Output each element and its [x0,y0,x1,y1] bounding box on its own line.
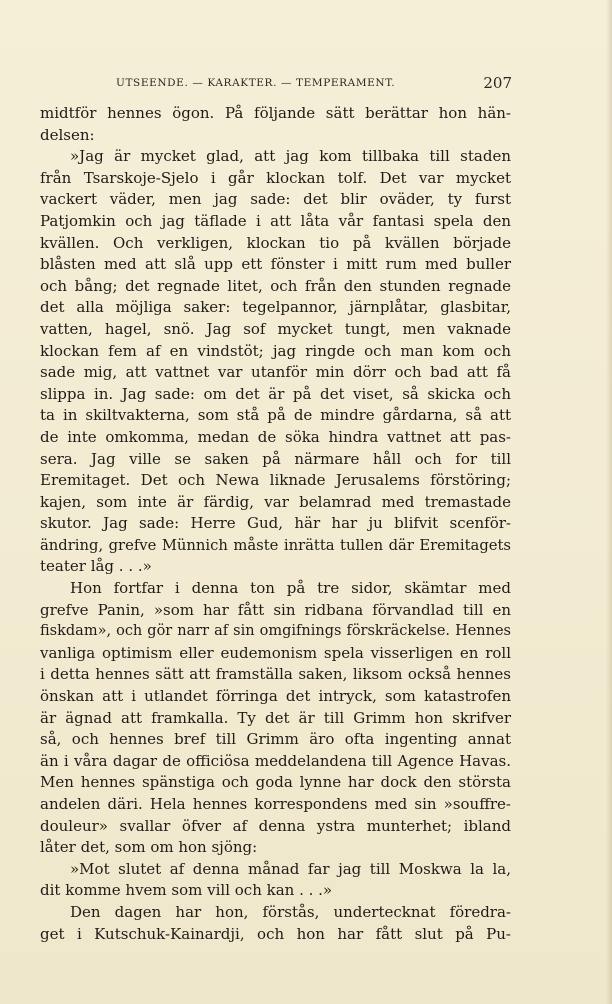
text-line: Hon fortfar i denna ton på tre sidor, skämtar med [70,579,511,598]
page-number: 207 [483,74,512,92]
text-line: fiskdam», och gör narr af sin omgifnings förskräckelse. Hennes [40,623,511,640]
text-line: ta in skiltvakterna, som stå på de mindre gårdarna, så att [40,406,511,425]
text-line: Patjomkin och jag täflade i att låta vår fantasi spela den [40,211,511,230]
text-line: sade mig, att vattnet var utanför min dörr och bad att få [40,363,511,382]
text-line: kajen, som inte är färdig, var belamrad med tremastade [40,492,511,511]
text-line: och bång; det regnade litet, och från den stunden regnade [40,276,511,295]
text-line: låter det, som om hon sjöng: [40,838,258,857]
text-line: dit komme hvem som vill och kan . . .» [40,881,333,900]
text-line: midtför hennes ögon. På följande sätt berättar hon hän- [40,104,511,122]
text-line: delsen: [40,125,95,144]
text-line: i detta hennes sätt att framställa saken, liksom också hennes [40,665,511,684]
text-line: blåsten med att slå upp ett fönster i mitt rum med buller [40,255,511,274]
text-line: vackert väder, men jag sade: det blir oväder, ty furst [40,190,511,209]
page-header [116,74,512,94]
text-line: Eremitaget. Det och Newa liknade Jerusalems förstöring; [40,471,511,490]
text-line: »Jag är mycket glad, att jag kom tillbaka till staden [70,147,511,166]
text-line: Men hennes spänstiga och goda lynne har dock den största [40,773,511,792]
text-line: klockan fem af en vindstöt; jag ringde och man kom och [40,341,511,360]
text-line: önskan att i utlandet förringa det intryck, som katastrofen [40,687,511,706]
text-line: douleur» svallar öfver af denna ystra munterhet; ibland [40,816,511,835]
text-line: »Mot slutet af denna månad far jag till Moskwa la la, [70,859,511,878]
text-line: de inte omkomma, medan de söka hindra vattnet att pas- [40,427,511,446]
text-line: ändring, grefve Münnich måste inrätta tullen där Eremitagets [40,536,511,554]
text-line: är ägnad att framkalla. Ty det är till Grimm hon skrifver [40,708,511,727]
text-line: vanliga optimism eller eudemonism spela visserligen en roll [40,643,511,662]
text-line: än i våra dagar de officiösa meddelandena till Agence Havas. [40,751,511,770]
text-line: vatten, hagel, snö. Jag sof mycket tungt, men vaknade [40,319,511,338]
body-text [40,103,511,945]
text-line: det alla möjliga saker: tegelpannor, järnplåtar, glasbitar, [40,298,511,317]
text-line: kvällen. Och verkligen, klockan tio på kvällen började [40,233,511,252]
text-line: sera. Jag ville se saken på närmare håll och for till [40,449,511,468]
text-line: skutor. Jag sade: Herre Gud, här har ju blifvit scenför- [40,514,511,533]
text-line: så, och hennes bref till Grimm äro ofta ingenting annat [40,730,511,749]
text-line: grefve Panin, »som har fått sin ridbana förvandlad till en [40,600,511,619]
text-line: andelen däri. Hela hennes korrespondens med sin »souffre- [40,795,511,813]
text-line: teater låg . . .» [40,557,152,576]
text-line: get i Kutschuk-Kainardji, och hon har fått slut på Pu- [40,924,511,943]
running-title: UTSEENDE. — KARAKTER. — TEMPERAMENT. [116,77,396,89]
text-line: slippa in. Jag sade: om det är på det viset, så skicka och [40,384,511,403]
text-line: från Tsarskoje-Sjelo i går klockan tolf. Det var mycket [40,168,511,187]
text-line: Den dagen har hon, förstås, undertecknat föredra- [70,902,511,921]
